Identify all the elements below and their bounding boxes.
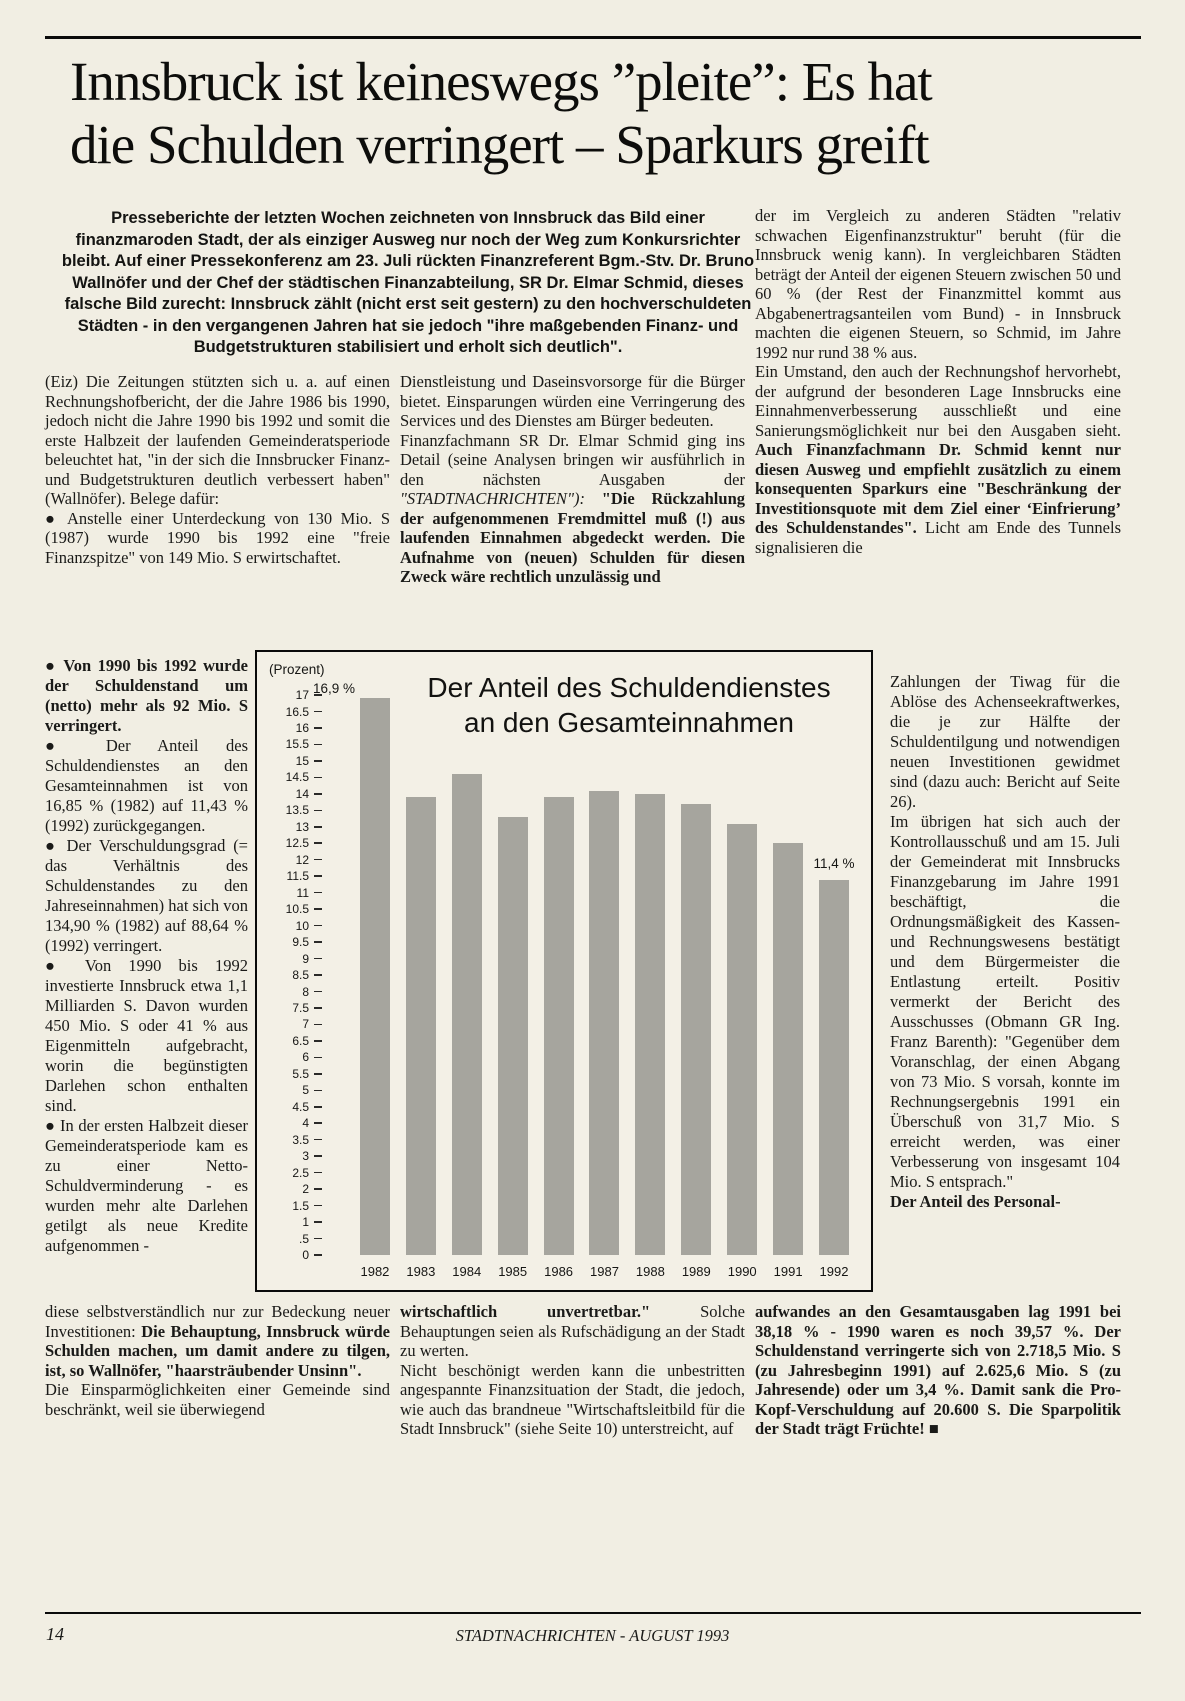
y-tick-mark xyxy=(314,1122,322,1124)
headline-line-2: die Schulden verringert – Sparkurs greift xyxy=(70,114,929,175)
y-tick-label: 15 xyxy=(295,753,309,768)
paragraph-tiwag: Zahlungen der Tiwag für die Ablöse des Achenseekraftwerkes, die je zur Hälfte der Schuldentilgung und notwendigen neuen Investitionen gewidmet sind (dazu auch: Bericht auf Seite 26). xyxy=(890,672,1120,811)
x-axis-label-1984: 1984 xyxy=(452,1264,482,1279)
y-tick-14.5 xyxy=(263,771,322,783)
first-bar-value-label: 16,9 % xyxy=(312,681,355,696)
column-2-top xyxy=(400,372,745,587)
y-tick-mark xyxy=(314,760,322,762)
column-3-top xyxy=(755,206,1121,557)
y-tick-0 xyxy=(263,1249,322,1261)
chart-bars xyxy=(352,695,857,1279)
y-tick-label: 4 xyxy=(302,1116,309,1131)
x-axis-label-1982: 1982 xyxy=(360,1264,390,1279)
bullet-item-1: ● Anstelle einer Unterdeckung von 130 Mio. S (1987) wurde 1990 bis 1992 eine "freie Finanzspitze" von 149 Mio. S erwirtschaftet. xyxy=(45,508,390,567)
y-tick-label: 13 xyxy=(295,819,309,834)
paragraph-segment-bold: Die Behauptung, Innsbruck würde Schulden machen, um damit andere zu tilgen, ist, so Wallnöfer, "haarsträubender Unsinn". xyxy=(45,1321,390,1380)
y-tick-label: 11 xyxy=(296,885,309,900)
y-tick-mark xyxy=(314,941,322,943)
y-tick-mark xyxy=(314,1007,322,1009)
bar-1990 xyxy=(727,824,757,1256)
bar-1985 xyxy=(498,817,528,1255)
column-1-bottom xyxy=(45,1302,390,1419)
y-tick-mark xyxy=(314,1155,322,1157)
paragraph-finances: Nicht beschönigt werden kann die unbestritten angespannte Finanzsituation der Stadt, die jedoch, wie auch das brandneue "Wirtschaftsleitbild für die Stadt Innsbruck" (siehe Seite 10) unterstreicht, auf xyxy=(400,1360,745,1438)
y-tick-label: 14.5 xyxy=(285,770,309,785)
y-tick-6.5 xyxy=(263,1035,322,1047)
y-tick-1 xyxy=(263,1216,322,1228)
top-divider xyxy=(45,36,1141,39)
y-tick-mark xyxy=(314,1024,322,1026)
paragraph-services: Dienstleistung und Daseinsvorsorge für die Bürger bietet. Einsparungen würden eine Verringerung des Services und des Dienstes am Bürger bedeuten. xyxy=(400,372,745,430)
column-3-bottom xyxy=(755,1302,1121,1439)
y-tick-8 xyxy=(263,986,322,998)
x-axis-label-1986: 1986 xyxy=(544,1264,574,1279)
y-tick-label: .5 xyxy=(298,1231,309,1246)
paragraph-personal-start: Der Anteil des Personal- xyxy=(890,1192,1061,1211)
y-tick-label: 3 xyxy=(302,1149,309,1164)
paragraph-segment-italic: "STADTNACHRICHTEN"): xyxy=(400,489,602,508)
y-tick-mark xyxy=(314,925,322,927)
y-tick-label: 16 xyxy=(295,720,309,735)
bar-1989 xyxy=(681,804,711,1255)
bar-group-1986 xyxy=(536,695,582,1279)
x-axis-label-1992: 1992 xyxy=(819,1264,849,1279)
y-tick-6 xyxy=(263,1051,322,1063)
y-tick-label: 12 xyxy=(295,852,309,867)
paragraph-kontrollausschuss: Im übrigen hat sich auch der Kontrollausschuß und am 15. Juli der Gemeinderat mit Innsbrucks Finanzgebarung im Jahre 1991 beschäftigt, die Ordnungsmäßigkeit des Kassen- und Rechnungswesens bestätigt und dem Bürgermeister die Entlastung erteilt. Positiv vermerkt der Bericht des Ausschusses (Obmann GR Ing. Franz Barenth): "Gegenüber dem Voranschlag, der einen Abgang von 73 Mio. S vorsah, konnte im Rechnungsergebnis 1991 ein Überschuß von 31,7 Mio. S erreicht werden, was einer Verbesserung von insgesamt 104 Mio. S entsprach." xyxy=(890,812,1120,1191)
y-tick-4 xyxy=(263,1117,322,1129)
y-tick-mark xyxy=(314,875,322,877)
paragraph-segment: diese selbstverständlich nur zur Bedeckung neuer Investitionen: xyxy=(45,1302,390,1341)
y-tick-label: 17 xyxy=(295,688,309,702)
bar-1987 xyxy=(589,791,619,1256)
y-tick-mark xyxy=(314,810,322,812)
y-tick-mark xyxy=(314,1205,322,1207)
bar-1984 xyxy=(452,774,482,1255)
paragraph-schmid xyxy=(400,431,745,587)
bar-group-1982 xyxy=(352,695,398,1279)
y-tick-mark xyxy=(314,974,322,976)
paragraph-segment: Licht am Ende des Tunnels signalisieren die xyxy=(755,518,1122,557)
y-tick-mark xyxy=(314,1057,322,1059)
y-tick-10 xyxy=(263,920,322,932)
y-tick-2.5 xyxy=(263,1167,322,1179)
y-tick-mark xyxy=(314,1172,322,1174)
paragraph-conclusion xyxy=(45,1302,390,1380)
y-tick-5 xyxy=(263,1084,322,1096)
y-tick-mark xyxy=(314,1040,322,1042)
last-bar-value-label: 11,4 % xyxy=(813,856,855,871)
y-axis-unit-label: (Prozent) xyxy=(269,662,325,677)
y-tick-label: 10.5 xyxy=(285,902,309,917)
x-axis-label-1983: 1983 xyxy=(406,1264,436,1279)
y-tick-label: 8.5 xyxy=(292,968,309,982)
y-tick-9.5 xyxy=(263,936,322,948)
y-tick-1.5 xyxy=(263,1200,322,1212)
bar-group-1984 xyxy=(444,695,490,1279)
y-tick-label: 16.5 xyxy=(285,704,309,719)
x-axis-label-1991: 1991 xyxy=(773,1264,803,1279)
y-tick-label: 2 xyxy=(302,1182,309,1197)
y-tick-label: 8 xyxy=(302,984,309,999)
y-tick-10.5 xyxy=(263,903,322,915)
x-axis-label-1990: 1990 xyxy=(727,1264,757,1279)
bullet-item-5: ● Von 1990 bis 1992 investierte Innsbruck etwa 1,1 Milliarden S. Davon wurden 450 Mio. S oder 41 % aus Eigenmitteln aufgebracht, worin die begünstigten Darlehen schon enthalten sind. xyxy=(45,956,248,1115)
headline xyxy=(70,50,1132,176)
y-tick-label: 10 xyxy=(295,918,309,933)
y-tick-label: 7 xyxy=(302,1017,309,1032)
y-tick-mark xyxy=(314,958,322,960)
bullet-item-2: ● Von 1990 bis 1992 wurde der Schuldenstand um (netto) mehr als 92 Mio. S verringert. xyxy=(45,656,248,735)
y-tick-8.5 xyxy=(263,969,322,981)
y-tick-label: 3.5 xyxy=(292,1132,309,1147)
y-tick-label: 1 xyxy=(302,1215,309,1230)
y-tick-13 xyxy=(263,821,322,833)
y-tick-mark xyxy=(314,1106,322,1108)
y-tick-label: 15.5 xyxy=(285,737,309,752)
y-tick-9 xyxy=(263,953,322,965)
y-tick-mark xyxy=(314,991,322,993)
y-tick-2 xyxy=(263,1183,322,1195)
y-tick-label: 6.5 xyxy=(292,1033,309,1048)
bar-1991 xyxy=(773,843,803,1255)
y-tick-mark xyxy=(314,727,322,729)
x-axis-label-1988: 1988 xyxy=(635,1264,665,1279)
y-tick-3 xyxy=(263,1150,322,1162)
bar-chart xyxy=(255,650,873,1292)
paragraph-rechnungshof xyxy=(755,362,1121,557)
x-axis-label-1987: 1987 xyxy=(590,1264,619,1279)
y-tick-.5 xyxy=(263,1233,322,1245)
bar-group-1987 xyxy=(582,695,628,1279)
bar-group-1988 xyxy=(627,695,673,1279)
y-tick-15 xyxy=(263,755,322,767)
y-tick-mark xyxy=(314,1139,322,1141)
column-3-narrow xyxy=(890,672,1120,1212)
y-tick-7.5 xyxy=(263,1002,322,1014)
y-tick-label: 1.5 xyxy=(292,1198,309,1213)
bullet-item-4: ● Der Verschuldungsgrad (= das Verhältnis des Schuldenstandes zu den Jahreseinnahmen) hat sich von 134,90 % (1982) auf 88,64 % (1992) verringert. xyxy=(45,836,248,955)
column-1-narrow xyxy=(45,656,248,1256)
y-tick-mark xyxy=(314,908,322,910)
chart-y-axis xyxy=(257,652,337,1290)
chart-title-line-1: Der Anteil des Schuldendienstes xyxy=(427,672,831,703)
y-tick-5.5 xyxy=(263,1068,322,1080)
bar-group-1991 xyxy=(765,695,811,1279)
y-tick-label: 0 xyxy=(302,1248,309,1262)
paragraph-savings: Die Einsparmöglichkeiten einer Gemeinde sind beschränkt, weil sie überwiegend xyxy=(45,1380,390,1419)
y-tick-label: 2.5 xyxy=(292,1165,309,1180)
bar-group-1990 xyxy=(719,695,765,1279)
y-tick-3.5 xyxy=(263,1134,322,1146)
y-tick-mark xyxy=(314,711,322,713)
x-axis-label-1985: 1985 xyxy=(498,1264,528,1279)
y-tick-label: 9.5 xyxy=(292,935,309,950)
bar-1988 xyxy=(635,794,665,1255)
y-tick-label: 5 xyxy=(302,1083,309,1098)
x-axis-label-1989: 1989 xyxy=(681,1264,711,1279)
y-tick-11.5 xyxy=(263,870,322,882)
y-tick-mark xyxy=(314,1073,322,1075)
bar-group-1989 xyxy=(673,695,719,1279)
bar-1982 xyxy=(360,698,390,1255)
y-tick-11 xyxy=(263,887,322,899)
y-tick-16 xyxy=(263,722,322,734)
bar-group-1985 xyxy=(490,695,536,1279)
y-tick-label: 11.5 xyxy=(286,869,309,884)
lead-paragraph: Presseberichte der letzten Wochen zeichneten von Innsbruck das Bild einer finanzmaroden Stadt, der als einziger Ausweg nur noch der Weg zum Konkursrichter bleibt. Auf einer Pressekonferenz am 23. Juli rückten Finanzreferent Bgm.-Stv. Dr. Bruno Wallnöfer und der Chef der städtischen Finanzabteilung, SR Dr. Elmar Schmid, dieses falsche Bild zurecht: Innsbruck zählt (nicht erst seit gestern) zu den hochverschuldeten Städten - in den vergangenen Jahren hat sie jedoch "ihre maßgebenden Finanz- und Budgetstrukturen stabilisiert und erholt sich deutlich". xyxy=(61,209,755,356)
y-tick-mark xyxy=(314,777,322,779)
y-tick-label: 6 xyxy=(302,1050,309,1065)
publication-line: STADTNACHRICHTEN - AUGUST 1993 xyxy=(455,1626,730,1645)
page-number: 14 xyxy=(46,1624,64,1644)
y-tick-4.5 xyxy=(263,1101,322,1113)
y-tick-14 xyxy=(263,788,322,800)
headline-line-1: Innsbruck ist keineswegs ”pleite”: Es hat xyxy=(70,51,932,112)
y-tick-mark xyxy=(314,744,322,746)
bar-1983 xyxy=(406,797,436,1255)
paragraph-segment-bold: wirtschaftlich unvertretbar." xyxy=(400,1302,701,1321)
y-tick-label: 5.5 xyxy=(292,1066,309,1081)
y-tick-mark xyxy=(314,1188,322,1190)
y-tick-label: 9 xyxy=(302,951,309,966)
y-tick-12.5 xyxy=(263,837,322,849)
y-tick-mark xyxy=(314,1254,322,1256)
paragraph-personal-end: aufwandes an den Gesamtausgaben lag 1991 bei 38,18 % - 1990 waren es noch 39,57 %. Der Schuldenstand verringerte sich von 2.718,5 Mio. S (zu Jahresbeginn 1991) auf 2.625,6 Mio. S (zu Jahresende) oder um 3,4 %. Damit sank die Pro-Kopf-Verschuldung auf 20.600 S. Die Sparpolitik der Stadt trägt Früchte! ■ xyxy=(755,1302,1121,1438)
bullet-item-6: ● In der ersten Halbzeit dieser Gemeinderatsperiode kam es zu einer Netto-Schuldverminderung - es wurden mehr alte Darlehen getilgt als neue Kredite aufgenommen - xyxy=(45,1116,248,1255)
bar-1986 xyxy=(544,797,574,1255)
column-1-top xyxy=(45,372,390,567)
paragraph-intro: (Eiz) Die Zeitungen stützten sich u. a. auf einen Rechnungshofbericht, der die Jahre 1986 bis 1990, jedoch nicht die Jahre 1990 bis 1992 und somit die erste Halbzeit der laufenden Gemeinderatsperiode beleuchtet hat, "in der sich die Innsbrucker Finanz- und Budgetstrukturen deutlich verbessert haben" (Wallnöfer). Belege dafür: xyxy=(45,372,390,508)
paragraph-segment: Ein Umstand, den auch der Rechnungshof hervorhebt, der aufgrund der besonderen Lage Innsbrucks eine Einnahmenverbesserung ausschließt und eine Sanierungsmöglichkeit nur bei den Ausgaben sieht. xyxy=(755,362,1121,440)
y-tick-mark xyxy=(314,892,322,894)
bar-group-1992 xyxy=(811,695,857,1279)
y-tick-mark xyxy=(314,842,322,844)
y-tick-mark xyxy=(314,859,322,861)
paragraph-segment-bold: "Die Rückzahlung der aufgenommenen Fremdmittel muß (!) aus laufenden Einnahmen abgedeckt werden. Die Aufnahme von (neuen) Schulden für diesen Zweck wäre rechtlich unzulässig und xyxy=(400,489,745,586)
y-tick-label: 12.5 xyxy=(285,836,309,851)
y-tick-label: 7.5 xyxy=(292,1000,309,1015)
y-tick-label: 13.5 xyxy=(285,803,309,818)
paragraph-segment: Solche Behauptungen seien als Rufschädigung an der Stadt zu werten. xyxy=(400,1302,745,1360)
y-tick-12 xyxy=(263,854,322,866)
chart-title-line-2: an den Gesamteinnahmen xyxy=(464,707,794,738)
paragraph-segment-bold: Auch Finanzfachmann Dr. Schmid kennt nur diesen Ausweg und empfiehlt zusätzlich zu einem konsequenten Sparkurs eine "Beschränkung der Investitionsquote mit dem Ziel einer ‘Einfrierung’ des Schuldenstandes". xyxy=(755,440,1121,537)
bar-group-1983 xyxy=(398,695,444,1279)
footer-divider xyxy=(45,1612,1141,1614)
paragraph-segment: Finanzfachmann SR Dr. Elmar Schmid ging ins Detail (seine Analysen bringen wir ausführlich in den nächsten Ausgaben der xyxy=(400,430,745,489)
bar-1992 xyxy=(819,880,849,1256)
y-tick-label: 14 xyxy=(295,786,309,801)
y-tick-label: 4.5 xyxy=(292,1099,309,1114)
paragraph-quote-end xyxy=(400,1302,745,1361)
bullet-item-3: ● Der Anteil des Schuldendienstes an den Gesamteinnahmen ist von 16,85 % (1982) auf 11,43 % (1992) zurückgegangen. xyxy=(45,736,248,835)
y-tick-7 xyxy=(263,1018,322,1030)
column-2-bottom xyxy=(400,1302,745,1439)
paragraph-comparison: der im Vergleich zu anderen Städten "relativ schwachen Eigenfinanzstruktur" beruht (für die Innsbruck wenig kann). In vergleichbaren Städten beträgt der Anteil der eigenen Steuern zwischen 50 und 60 % (der Rest der Finanzmittel kommt aus Abgabenertragsanteilen vom Bund) - in Innsbruck machten die eigenen Steuern, so Schmid, im Jahre 1992 nur rund 38 % aus. xyxy=(755,206,1121,362)
y-tick-mark xyxy=(314,1238,322,1240)
y-tick-mark xyxy=(314,826,322,828)
y-tick-mark xyxy=(314,793,322,795)
y-tick-mark xyxy=(314,1090,322,1092)
y-tick-13.5 xyxy=(263,804,322,816)
y-tick-mark xyxy=(314,1221,322,1223)
y-tick-16.5 xyxy=(263,706,322,718)
y-tick-15.5 xyxy=(263,738,322,750)
